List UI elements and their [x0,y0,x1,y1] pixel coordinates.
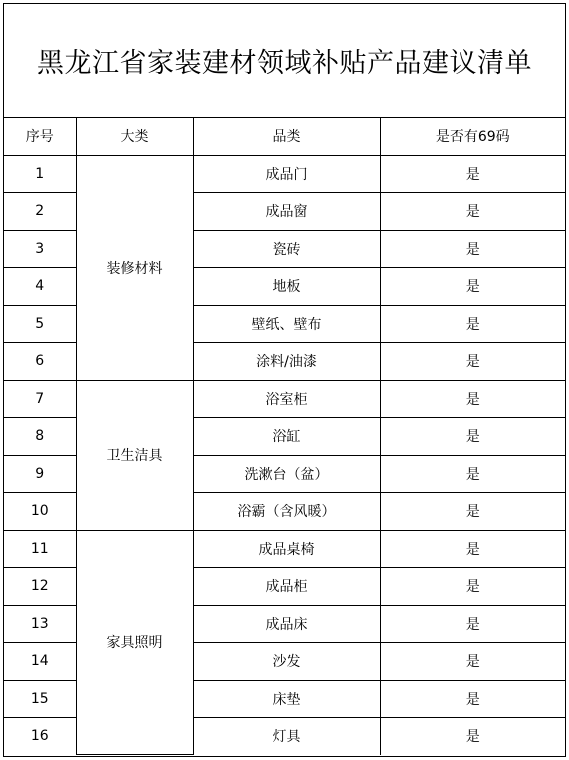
item-cell: 涂料/油漆 [193,343,380,381]
item-cell: 地板 [193,268,380,306]
category-cell: 卫生洁具 [76,380,193,530]
row-index: 7 [4,380,76,418]
header-index: 序号 [4,118,76,155]
item-cell: 成品柜 [193,568,380,606]
has-69-code-cell: 是 [380,305,565,343]
item-cell: 灯具 [193,718,380,755]
has-69-code-cell: 是 [380,380,565,418]
item-cell: 成品窗 [193,193,380,231]
has-69-code-cell: 是 [380,455,565,493]
has-69-code-cell: 是 [380,268,565,306]
has-69-code-cell: 是 [380,418,565,456]
table-body [4,155,565,755]
row-index: 11 [4,530,76,568]
header-row [4,118,565,155]
row-index: 9 [4,455,76,493]
has-69-code-cell: 是 [380,530,565,568]
item-cell: 沙发 [193,643,380,681]
header-has-69-code: 是否有69码 [380,118,565,155]
product-table [4,118,565,755]
item-cell: 浴缸 [193,418,380,456]
page-title: 黑龙江省家装建材领域补贴产品建议清单 [4,4,565,118]
table-row [4,155,565,193]
row-index: 15 [4,680,76,718]
item-cell: 浴霸（含风暖） [193,493,380,531]
row-index: 16 [4,718,76,755]
category-cell: 装修材料 [76,155,193,380]
row-index: 10 [4,493,76,531]
row-index: 1 [4,155,76,193]
has-69-code-cell: 是 [380,605,565,643]
has-69-code-cell: 是 [380,155,565,193]
has-69-code-cell: 是 [380,643,565,681]
header-item: 品类 [193,118,380,155]
has-69-code-cell: 是 [380,193,565,231]
has-69-code-cell: 是 [380,493,565,531]
item-cell: 壁纸、壁布 [193,305,380,343]
has-69-code-cell: 是 [380,230,565,268]
row-index: 14 [4,643,76,681]
row-index: 13 [4,605,76,643]
header-category: 大类 [76,118,193,155]
table-row [4,380,565,418]
row-index: 6 [4,343,76,381]
has-69-code-cell: 是 [380,680,565,718]
document-sheet [3,3,566,757]
category-cell: 家具照明 [76,530,193,755]
item-cell: 洗漱台（盆） [193,455,380,493]
item-cell: 成品床 [193,605,380,643]
row-index: 2 [4,193,76,231]
row-index: 8 [4,418,76,456]
row-index: 3 [4,230,76,268]
item-cell: 瓷砖 [193,230,380,268]
item-cell: 床垫 [193,680,380,718]
table-row [4,530,565,568]
has-69-code-cell: 是 [380,568,565,606]
row-index: 12 [4,568,76,606]
item-cell: 成品门 [193,155,380,193]
has-69-code-cell: 是 [380,718,565,755]
row-index: 4 [4,268,76,306]
has-69-code-cell: 是 [380,343,565,381]
item-cell: 成品桌椅 [193,530,380,568]
item-cell: 浴室柜 [193,380,380,418]
row-index: 5 [4,305,76,343]
